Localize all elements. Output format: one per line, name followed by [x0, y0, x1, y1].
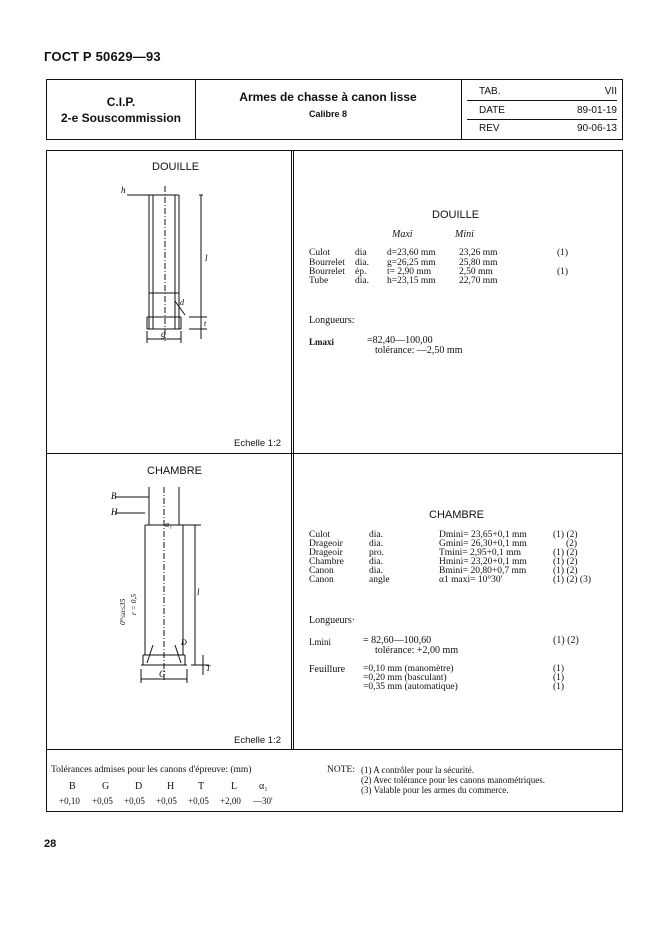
tolerances-title: Tolérances admises pour les canons d'épreuve: (mm) — [51, 765, 252, 775]
label-d: d — [180, 298, 184, 307]
table-row: Tube — [309, 276, 329, 286]
table-row: Culot — [309, 530, 331, 540]
chambre-caption: CHAMBRE — [147, 465, 203, 477]
label-l: l — [205, 253, 208, 263]
row-type: dia. — [369, 557, 383, 567]
lmini-label: Lmini — [309, 637, 331, 647]
org-name: C.I.P. — [106, 95, 136, 109]
feuillure-note: (1) — [553, 673, 565, 683]
rev-label: REV — [479, 123, 500, 134]
tol-value: +0,05 — [156, 796, 177, 806]
row-type: angle — [369, 575, 390, 585]
row-mini: 22,70 mm — [459, 276, 498, 286]
feuillure-row: =0,35 mm (automatique) — [363, 682, 458, 692]
feuillure-note: (1) — [553, 664, 565, 674]
row-value: Tmini= 2,95+0,1 mm — [439, 548, 521, 558]
tab-value: VII — [604, 86, 617, 97]
douille-scale: Echelle 1:2 — [234, 438, 282, 449]
page-number: 28 — [44, 838, 57, 850]
rev-value: 90-06-13 — [576, 123, 617, 134]
tol-value: +0,05 — [124, 796, 145, 806]
tol-value: +0,05 — [188, 796, 209, 806]
row-type: dia. — [355, 276, 369, 286]
label-H: H — [111, 507, 118, 517]
row-value: Bmini= 20,80+0,7 mm — [439, 566, 527, 576]
table-row: Culot — [309, 248, 331, 258]
date-value: 89-01-19 — [576, 105, 617, 116]
lmini-tolerance: tolérance: +2,00 mm — [375, 645, 459, 656]
standard-number: ГОСТ Р 50629—93 — [44, 49, 161, 64]
row-note: (1) (2) (3) — [553, 575, 591, 585]
note-item: (3) Valable pour les armes du commerce. — [361, 785, 509, 795]
row-type: dia. — [369, 539, 383, 549]
row-type: dia. — [369, 566, 383, 576]
label-alpha1: α₁ — [165, 520, 172, 529]
sub-commission: 2-e Souscommission — [60, 111, 182, 125]
table-row: Chambre — [309, 557, 344, 567]
label-h: h — [121, 185, 126, 195]
label-g: g — [161, 329, 166, 339]
document-title: Armes de chasse à canon lisse — [239, 90, 417, 104]
tol-value: +0,05 — [92, 796, 113, 806]
row-note: (1) (2) — [553, 557, 578, 567]
chambre-section-title: CHAMBRE — [429, 509, 485, 521]
row-maxi: d=23,60 mm — [387, 248, 436, 258]
row-value: Hmini= 23,20+0,1 mm — [439, 557, 527, 567]
tol-header: T — [198, 781, 205, 792]
lmaxi-label: Lmaxi — [309, 337, 335, 347]
feuillure-row: =0,20 mm (basculant) — [363, 673, 447, 683]
row-maxi: h=23,15 mm — [387, 276, 436, 286]
feuillure-row: =0,10 mm (manomètre) — [363, 664, 454, 674]
tol-value: +0,10 — [59, 796, 80, 806]
col-mini: Mini — [455, 229, 474, 240]
note-label: NOTE: — [327, 765, 355, 775]
tab-label: TAB. — [479, 86, 501, 97]
row-mini: 23,26 mm — [459, 248, 498, 258]
chambre-drawing — [109, 485, 259, 685]
douille-longueurs: Longueurs: — [309, 315, 355, 326]
label-B: B — [111, 491, 117, 501]
org-block — [47, 94, 195, 126]
row-note: (1) — [557, 248, 569, 258]
row-note: (2) — [566, 539, 578, 549]
tol-header: B — [69, 781, 76, 792]
row-note: (1) (2) — [553, 530, 578, 540]
lmaxi-tolerance: tolérance: —2,50 mm — [375, 345, 463, 356]
date-label: DATE — [479, 105, 505, 116]
header-box — [46, 79, 623, 140]
chambre-longueurs: Longueurs· — [309, 615, 356, 626]
note-item: (1) A contrôler pour la sécurité. — [361, 765, 474, 775]
label-r: r = 0,5 — [129, 593, 138, 615]
tol-value: —30' — [253, 796, 273, 806]
tol-header: H — [167, 781, 175, 792]
row-type: dia — [355, 248, 367, 258]
row-value: Dmini= 23,65+0,1 mm — [439, 530, 527, 540]
row-maxi: t= 2,90 mm — [387, 267, 432, 277]
row-note: (1) (2) — [553, 566, 578, 576]
douille-drawing — [107, 181, 227, 351]
label-t: t — [204, 319, 207, 328]
note-item: (2) Avec tolérance pour les canons manométriques. — [361, 775, 546, 785]
table-row: Drageoir — [309, 539, 343, 549]
lmini-note: (1) (2) — [553, 635, 579, 646]
table-row: Bourrelet — [309, 258, 345, 268]
table-row: Canon — [309, 566, 334, 576]
lmini-value: = 82,60—100,60 — [363, 635, 432, 646]
lmaxi-value: =82,40—100,00 — [367, 335, 433, 346]
row-mini: 25,80 mm — [459, 258, 498, 268]
tol-header: L — [231, 781, 238, 792]
label-T: T — [206, 664, 211, 673]
row-type: ép. — [355, 267, 367, 277]
row-mini: 2,50 mm — [459, 267, 493, 277]
label-angle: 0°≤α≤35 — [118, 598, 127, 625]
row-type: dia. — [369, 530, 383, 540]
label-G: G — [159, 669, 166, 679]
chambre-scale: Echelle 1:2 — [234, 735, 282, 746]
label-l: l — [197, 587, 200, 597]
tol-header: D — [135, 781, 143, 792]
feuillure-note: (1) — [553, 682, 565, 692]
label-D: D — [181, 638, 187, 647]
row-note: (1) — [557, 267, 569, 277]
row-value: Gmini= 26,30+0,1 mm — [439, 539, 527, 549]
tol-value: +2,00 — [220, 796, 241, 806]
row-note: (1) (2) — [553, 548, 578, 558]
table-row: Bourrelet — [309, 267, 345, 277]
row-type: pro. — [369, 548, 385, 558]
douille-section-title: DOUILLE — [432, 209, 480, 221]
row-maxi: g=26,25 mm — [387, 258, 436, 268]
table-row: Drageoir — [309, 548, 343, 558]
table-row: Canon — [309, 575, 334, 585]
caliber: Calibre 8 — [308, 109, 348, 119]
tol-header: α₁ — [259, 781, 268, 792]
main-box — [46, 150, 623, 812]
col-maxi: Maxi — [392, 229, 413, 240]
tol-header: G — [102, 781, 110, 792]
douille-caption: DOUILLE — [152, 161, 200, 173]
row-type: dia. — [355, 258, 369, 268]
row-value: α1 maxi= 10°30' — [439, 575, 503, 585]
feuillure-label: Feuillure — [309, 664, 346, 675]
